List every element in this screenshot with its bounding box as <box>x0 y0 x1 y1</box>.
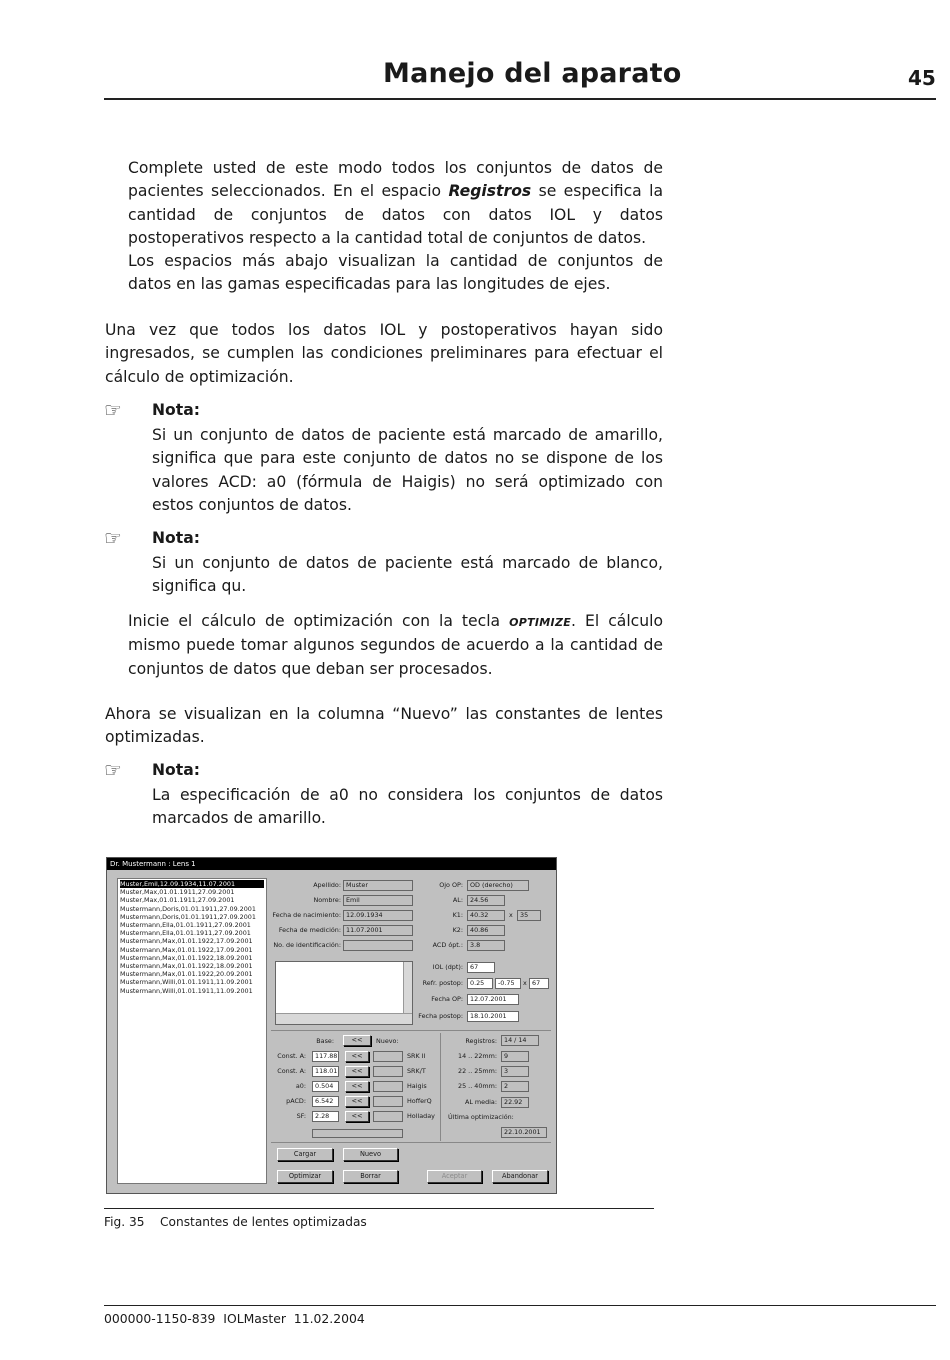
patient-list-item[interactable]: Mustermann,Max,01.01.1922,17.09.2001 <box>120 945 253 954</box>
label-no-identificacion: No. de identificación: <box>273 941 341 949</box>
field-no-identificacion[interactable] <box>343 940 413 951</box>
field-range-22-25[interactable]: 3 <box>501 1066 529 1077</box>
field-refr-axis[interactable]: 67 <box>529 978 549 989</box>
section-divider <box>271 1142 551 1143</box>
note-label: Nota: <box>152 529 200 547</box>
vertical-scrollbar[interactable] <box>403 962 412 1013</box>
page-title: Manejo del aparato <box>383 58 682 89</box>
nuevo-button[interactable]: Nuevo <box>343 1148 398 1161</box>
pointing-hand-icon: ☞ <box>104 398 122 422</box>
field-k1-axis[interactable]: 35 <box>517 910 541 921</box>
transfer-all-button[interactable]: << <box>343 1035 371 1046</box>
patient-list-item[interactable]: Muster,Max,01.01.1911,27.09.2001 <box>120 888 235 897</box>
label-a0: a0: <box>295 1082 306 1090</box>
field-ojo-op[interactable]: OD (derecho) <box>467 880 529 891</box>
field-new-a0[interactable] <box>373 1081 403 1092</box>
field-iol[interactable]: 67 <box>467 962 495 973</box>
field-k1[interactable]: 40.32 <box>467 910 505 921</box>
note-label: Nota: <box>152 401 200 419</box>
field-acd-opt[interactable]: 3.8 <box>467 940 505 951</box>
label-range-25-40: 25 .. 40mm: <box>458 1082 497 1090</box>
patient-list-item[interactable]: Muster,Max,01.01.1911,27.09.2001 <box>120 896 235 905</box>
patient-list-item[interactable]: Mustermann,Doris,01.01.1911,27.09.2001 <box>120 912 256 921</box>
label-fecha-postop: Fecha postop: <box>418 1012 463 1020</box>
note-yellow: Si un conjunto de datos de paciente está marcado de amarillo, significa que para este conjunto de datos no se dispone de los valores ACD: a0 (fórmula de Haigis) no será optimizado con estos conjuntos de datos. <box>152 426 663 514</box>
label-base: Base: <box>316 1037 334 1045</box>
label-fecha-medicion: Fecha de medición: <box>278 926 341 934</box>
label-holladay: Holladay <box>407 1112 435 1120</box>
window-title: Dr. Mustermann : Lens 1 <box>107 858 556 870</box>
paragraph-optimize: Inicie el cálculo de optimización con la tecla OPTIMIZE. El cálculo mismo puede tomar algunos segundos de acuerdo a la cantidad de conjuntos de datos que deban ser procesados. <box>128 612 663 678</box>
label-k2: K2: <box>452 926 463 934</box>
pointing-hand-icon: ☞ <box>104 758 122 782</box>
label-refr-postop: Refr. postop: <box>422 979 463 987</box>
label-srk2: SRK II <box>407 1052 426 1060</box>
label-const-a-srk2: Const. A: <box>277 1052 306 1060</box>
header-divider <box>104 98 936 100</box>
note-label: Nota: <box>152 761 200 779</box>
pointing-hand-icon: ☞ <box>104 526 122 550</box>
field-refr-sphere[interactable]: 0.25 <box>467 978 493 989</box>
figure-caption: Fig. 35 Constantes de lentes optimizadas <box>104 1215 367 1229</box>
paragraph-registros: Complete usted de este modo todos los conjuntos de datos de pacientes seleccionados. En el espacio Registros se especifica la cantidad de conjuntos de datos con datos IOL y datos postoperativos respecto a la cantidad total de conjuntos de datos. <box>128 159 664 247</box>
label-k1: K1: <box>452 911 463 919</box>
patient-list[interactable] <box>117 878 267 1184</box>
patient-list-item[interactable]: Mustermann,Ella,01.01.1911,27.09.2001 <box>120 929 251 938</box>
patient-list-item[interactable]: Mustermann,Max,01.01.1922,20.09.2001 <box>120 970 253 979</box>
label-fecha-nacimiento: Fecha de nacimiento: <box>272 911 341 919</box>
vertical-divider <box>440 1033 441 1141</box>
paragraph-ranges: Los espacios más abajo visualizan la cantidad de conjuntos de datos en las gamas especificadas para las longitudes de ejes. <box>128 252 663 294</box>
label-const-a-srkt: Const. A: <box>277 1067 306 1075</box>
label-range-22-25: 22 .. 25mm: <box>458 1067 497 1075</box>
paragraph-new-column: Ahora se visualizan en la columna “Nuevo” las constantes de lentes optimizadas. <box>105 705 663 747</box>
label-registros: Registros: <box>465 1037 497 1045</box>
figure-divider <box>104 1208 654 1209</box>
section-divider <box>271 1030 551 1031</box>
field-fecha-nacimiento[interactable]: 12.09.1934 <box>343 910 413 921</box>
patient-list-item[interactable]: Mustermann,Willi,01.01.1911,11.09.2001 <box>120 986 253 995</box>
field-const-a-srk2[interactable]: 117.88 <box>312 1051 339 1062</box>
patient-list-item[interactable]: Muster,Emil,12.09.1934,11.07.2001 <box>120 880 264 888</box>
cargar-button[interactable]: Cargar <box>277 1148 333 1161</box>
patient-list-item[interactable]: Mustermann,Ella,01.01.1911,27.09.2001 <box>120 921 251 930</box>
registros-term: Registros <box>448 182 532 201</box>
label-apellido: Apellido: <box>313 881 341 889</box>
label-x: x <box>523 979 527 987</box>
label-srkt: SRK/T <box>407 1067 426 1075</box>
transfer-a0-button[interactable]: << <box>345 1081 369 1092</box>
lens-optimization-window <box>106 857 557 1194</box>
field-nombre[interactable]: Emil <box>343 895 413 906</box>
aceptar-button[interactable]: Aceptar <box>427 1170 482 1183</box>
optimizar-button[interactable]: Optimizar <box>277 1170 333 1183</box>
field-new-pacd[interactable] <box>373 1096 403 1107</box>
abandonar-button[interactable]: Abandonar <box>492 1170 548 1183</box>
label-range-14-22: 14 .. 22mm: <box>458 1052 497 1060</box>
label-fecha-op: Fecha OP: <box>431 995 463 1003</box>
footer-text: 000000-1150-839 IOLMaster 11.02.2004 <box>104 1311 365 1326</box>
patient-list-item[interactable]: Mustermann,Doris,01.01.1911,27.09.2001 <box>120 904 256 913</box>
transfer-pacd-button[interactable]: << <box>345 1096 369 1107</box>
field-new-sf[interactable] <box>373 1111 403 1122</box>
label-acd-opt: ACD ópt.: <box>432 941 463 949</box>
note-a0: La especificación de a0 no considera los conjuntos de datos marcados de amarillo. <box>152 786 663 828</box>
horizontal-scrollbar[interactable] <box>276 1013 412 1024</box>
label-hofferq: HofferQ <box>407 1097 432 1105</box>
transfer-srk2-button[interactable]: << <box>345 1051 369 1062</box>
field-range-14-22[interactable]: 9 <box>501 1051 529 1062</box>
patient-list-item[interactable]: Mustermann,Max,01.01.1922,18.09.2001 <box>120 953 253 962</box>
field-new-srkt[interactable] <box>373 1066 403 1077</box>
label-nuevo: Nuevo: <box>376 1037 399 1045</box>
field-registros[interactable]: 14 / 14 <box>501 1035 539 1046</box>
progress-bar <box>312 1129 403 1138</box>
field-pacd[interactable]: 6.542 <box>312 1096 339 1107</box>
field-sf[interactable]: 2.28 <box>312 1111 339 1122</box>
field-fecha-postop[interactable]: 18.10.2001 <box>467 1011 519 1022</box>
label-pacd: pACD: <box>286 1097 306 1105</box>
field-al[interactable]: 24.56 <box>467 895 505 906</box>
field-const-a-srkt[interactable]: 118.01 <box>312 1066 339 1077</box>
label-sf: SF: <box>296 1112 306 1120</box>
field-range-25-40[interactable]: 2 <box>501 1081 529 1092</box>
field-a0[interactable]: 0.504 <box>312 1081 339 1092</box>
note-white: Si un conjunto de datos de paciente está marcado de blanco, significa qu. <box>152 554 663 596</box>
comment-memo[interactable] <box>275 961 413 1025</box>
patient-list-item[interactable]: Mustermann,Max,01.01.1922,17.09.2001 <box>120 937 253 946</box>
transfer-srkt-button[interactable]: << <box>345 1066 369 1077</box>
label-nombre: Nombre: <box>313 896 341 904</box>
label-x: x <box>509 911 513 919</box>
field-k2[interactable]: 40.86 <box>467 925 505 936</box>
paragraph-preconditions: Una vez que todos los datos IOL y postoperativos hayan sido ingresados, se cumplen las condiciones preliminares para efectuar el cálculo de optimización. <box>105 321 663 386</box>
field-refr-cylinder[interactable]: -0.75 <box>495 978 521 989</box>
label-ultima-optimizacion: Última optimización: <box>448 1113 514 1121</box>
patient-list-item[interactable]: Mustermann,Max,01.01.1922,18.09.2001 <box>120 962 253 971</box>
label-iol: IOL (dpt): <box>432 963 463 971</box>
label-haigis: Haigis <box>407 1082 427 1090</box>
field-fecha-medicion[interactable]: 11.07.2001 <box>343 925 413 936</box>
field-ultima-optimizacion[interactable]: 22.10.2001 <box>501 1127 547 1138</box>
page-number: 45 <box>908 66 936 90</box>
patient-list-item[interactable]: Mustermann,Willi,01.01.1911,11.09.2001 <box>120 978 253 987</box>
field-new-srk2[interactable] <box>373 1051 403 1062</box>
field-al-media[interactable]: 22.92 <box>501 1097 529 1108</box>
label-al: AL: <box>452 896 463 904</box>
footer-divider <box>104 1305 936 1306</box>
transfer-sf-button[interactable]: << <box>345 1111 369 1122</box>
field-apellido[interactable]: Muster <box>343 880 413 891</box>
label-ojo-op: Ojo OP: <box>439 881 463 889</box>
label-al-media: AL media: <box>464 1098 497 1106</box>
borrar-button[interactable]: Borrar <box>343 1170 398 1183</box>
field-fecha-op[interactable]: 12.07.2001 <box>467 994 519 1005</box>
optimize-key: OPTIMIZE <box>509 616 572 629</box>
